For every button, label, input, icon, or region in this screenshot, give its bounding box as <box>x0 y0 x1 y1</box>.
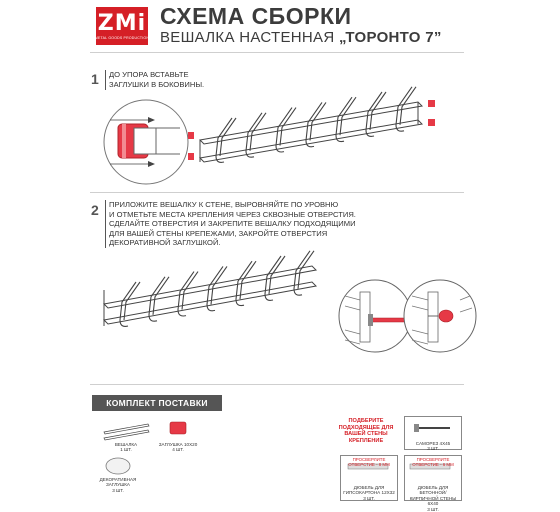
fastener-dowel-gypsum-label <box>342 485 396 501</box>
step-2-text <box>109 200 356 248</box>
logo-mark: ZMi <box>97 10 147 36</box>
rack-step2 <box>104 266 316 326</box>
step-1-line: ДО УПОРА ВСТАВЬТЕ <box>109 70 189 79</box>
step-2-number: 2 <box>91 202 99 218</box>
fastener-qty: 3 ШТ. <box>427 446 439 452</box>
step-1-line: ЗАГЛУШКИ В БОКОВИНЫ. <box>109 79 205 89</box>
logo-subtitle: METAL GOODS PRODUCTION <box>94 35 150 40</box>
subtitle-model: „ТОРОНТО 7” <box>338 29 442 46</box>
drill-note-8mm: ПРОСВЕРЛИТЕ ОТВЕРСТИЕ - 8 ММ <box>348 457 390 467</box>
bracket-section-right <box>428 292 438 342</box>
kit-item-name: ЗАГЛУШКА 10Х20 <box>158 442 198 447</box>
step-2-line: И ОТМЕТЬТЕ МЕСТА КРЕПЛЕНИЯ ЧЕРЕЗ СКВОЗНЫЕ ОТВЕРСТИЯ. <box>109 209 356 219</box>
fastener-qty: 3 ШТ. <box>427 506 439 512</box>
fastener-name: ДЮБЕЛЬ ДЛЯ ГИПСОКАРТОНА 12Х32 <box>343 485 395 496</box>
kit-divider <box>90 384 464 385</box>
step-2-line: ДЕКОРАТИВНОЙ ЗАГЛУШКОЙ. <box>109 238 221 248</box>
fastener-name: ДЮБЕЛЬ ДЛЯ БЕТОННОЙ/КИРПИЧНОЙ СТЕНЫ 6Х40 <box>409 485 457 507</box>
kit-item-qty: 3 ШТ. <box>112 487 124 493</box>
fastener-dowel-concrete-label <box>406 485 460 512</box>
kit-hanger-icon <box>104 424 149 440</box>
kit-decor-plug-icon <box>106 458 130 474</box>
kit-item-plug <box>158 442 198 453</box>
fastener-screw-label <box>404 441 462 452</box>
step-1-number: 1 <box>91 71 99 87</box>
decor-plug-illustration <box>439 310 453 322</box>
fastener-note: ПОДБЕРИТЕ ПОДХОДЯЩЕЕ ДЛЯ ВАШЕЙ СТЕНЫ КРЕПЛЕНИЕ <box>338 418 394 444</box>
plug-right-bottom <box>428 119 435 126</box>
kit-item-name: ВЕШАЛКА <box>114 442 138 447</box>
step-2-line: ДЛЯ ВАШЕЙ СТЕНЫ КРЕПЕЖАМИ, ЗАКРОЙТЕ ОТВЕРСТИЯ <box>109 228 328 238</box>
kit-plug-icon <box>170 422 186 434</box>
kit-item-decor-plug <box>96 477 140 493</box>
page-title: СХЕМА СБОРКИ <box>160 3 352 29</box>
subtitle-prefix: ВЕШАЛКА НАСТЕННАЯ <box>160 29 335 46</box>
fastener-name: САМОРЕЗ 4Х45 <box>415 441 451 446</box>
kit-item-qty: 1 ШТ. <box>120 447 132 453</box>
drill-note-6mm: ПРОСВЕРЛИТЕ ОТВЕРСТИЕ - 6 ММ <box>412 457 454 467</box>
kit-item-hanger <box>96 442 156 453</box>
step-2-bar <box>105 200 106 248</box>
kit-item-qty: 4 ШТ. <box>172 447 184 453</box>
plug-left-top <box>188 132 194 139</box>
step-divider <box>90 192 464 193</box>
step-2-line: ПРИЛОЖИТЕ ВЕШАЛКУ К СТЕНЕ, ВЫРОВНЯЙТЕ ПО УРОВНЮ <box>109 200 339 209</box>
plug-right-top <box>428 100 435 107</box>
plug-left-bottom <box>188 153 194 160</box>
kit-header: КОМПЛЕКТ ПОСТАВКИ <box>92 395 222 411</box>
kit-item-name: ДЕКОРАТИВНАЯ ЗАГЛУШКА <box>99 477 137 488</box>
fastener-qty: 3 ШТ. <box>363 495 375 501</box>
step-2-line: СДЕЛАЙТЕ ОТВЕРСТИЯ И ЗАКРЕПИТЕ ВЕШАЛКУ ПОДХОДЯЩИМИ <box>109 219 356 229</box>
